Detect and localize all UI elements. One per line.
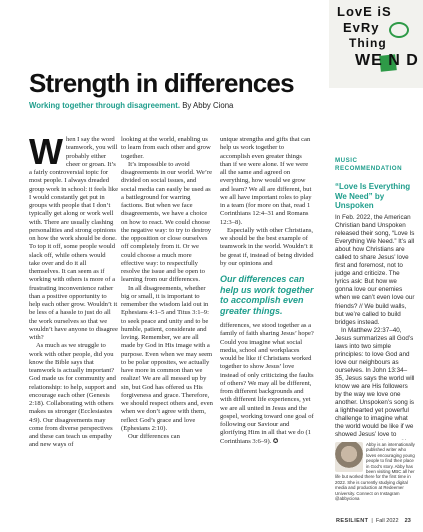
pull-quote: Our differences can help us work together to accomplish even greater things.: [220, 274, 314, 316]
sidebar-paragraph: In Matthew 22:37–40, Jesus summarizes all God’s laws into two simple principles: to love God and love our neighbours as ourselves. In John 13:34–35, Jesus says the world will know we are His followers by the way we love one another. Unspoken’s song is a lighthearted yet powerful challenge to imagine what the world would be like if we showed Jesus’ love to: [335, 326, 415, 439]
album-line-1: LovE iS: [337, 4, 392, 19]
article-paragraph: As much as we struggle to work with other people, did you know the Bible says that teamwork is actually important? God made us for community and relationship: to help, support and encourage each other (Genesis 2:18). Collaborating with others makes us stronger (Ecclesiastes 4:9). Our disagreements may come from diverse perspectives and these can teach us empathy and new ways of: [29, 342, 116, 449]
album-line-3: Thing: [349, 36, 387, 50]
drop-cap: W: [29, 136, 63, 172]
album-swirl-decoration: [389, 22, 409, 38]
album-art: [329, 0, 423, 88]
article-subtitle: [29, 101, 233, 110]
article-paragraph: It’s impossible to avoid disagreements in our world. We’re divided on social issues, and social media can easily be used as a battleground for warring factions. But when we face disagreements, we have a choice on how to react. We could choose the negative way: to try to destroy the opposition or close ourselves off completely from it. Or we could choose a much more effective way: to respectfully resolve the issue and be open to learning from our differences.: [121, 160, 213, 284]
article-paragraph: In all disagreements, whether big or small, it is important to remember the wisdom laid out in Ephesians 4:1–5 and Titus 3:1–9: to seek peace and unity and to be humble, patient, considerate and loving. Remember, we are all made by God in His image with a purpose. Even when we may seem to be polar opposites, we actually have more in common than we realize! We are all messed up by sin, but God has offered us His forgiveness and grace. Therefore, we should respect others and, even when we don’t agree with them, reflect God’s grace and love (Ephesians 2:10).: [121, 284, 213, 432]
page-number: 23: [404, 518, 411, 524]
article-column-2: [121, 136, 213, 516]
article-paragraph: Especially with other Christians, we should be the best example of teamwork in the world. Wouldn’t it be great if, instead of being divided by our opinions and: [220, 226, 314, 267]
album-line-2: EvRy: [343, 20, 380, 35]
album-line-4: WE N D: [355, 52, 419, 69]
sidebar-title: “Love Is Everything We Need” by Unspoken: [335, 182, 411, 210]
article-column-1: [29, 136, 118, 516]
sidebar-paragraph: In Feb. 2022, the American Christian band Unspoken released their song, “Love Is Everything We Need.” It’s all about how Christians are called to share Jesus’ love first and foremost, not to judge and criticize. The lyrics ask: But how we gonna love our enemies when we can’t even love our friends? // We build walls, but we’re called to build bridges instead.: [335, 214, 415, 326]
author-avatar: [335, 442, 363, 472]
article-paragraph: differences, we stood together as a family of faith sharing Jesus’ hope? Could you imagine what social media, school and workplaces would be like if Christians worked together to show Jesus’ love instead of only criticizing the faults of others? We may all be different, from different backgrounds and with different life experiences, yet we are all united in Jesus and the gospel, working toward one goal of following our Saviour and glorifying Him in all that we do (1 Corinthians 3:6–9). ✪: [220, 322, 314, 445]
article-title: Strength in differences: [29, 68, 294, 98]
author-bio: [335, 442, 415, 514]
article-paragraph: unique strengths and gifts that can help us work together to accomplish even greater things than if we were alone. If we were all the same and agreed on everything, how would we grow and learn? We all are different, but we all have important roles to play in a team (for more on that, read 1 Corinthians 12:4–31 and Romans 12:3–8).: [220, 136, 312, 226]
article-paragraph: [29, 136, 118, 342]
sidebar-label: MUSIC RECOMMENDATION: [335, 157, 403, 172]
sidebar-body: [335, 214, 415, 440]
author-bio-text: Abby is an internationally published writer who loves encouraging young people to find their place in God’s story. Abby has been visiting MBC all her life but worked there for the first time in 2022. She is currently studying digital media and production at Redeemer University. Connect on Instagram @abbyciona: [335, 442, 415, 502]
byline: By Abby Ciona: [182, 101, 234, 110]
article-paragraph: looking at the world, enabling us to learn from each other and grow together.: [121, 136, 211, 160]
article-column-3: [220, 136, 314, 516]
subtitle-text: Working together through disagreement.: [29, 101, 181, 110]
issue-label: Fall 2022: [375, 518, 399, 524]
magazine-name: RESILIENT: [336, 518, 369, 524]
paragraph-text: hen I say the word teamwork, you will probably either cheer or groan. It’s a fairly controversial topic for most people. I always dreaded group work in school: it feels like I would constantly get put in groups with people that I don’t typically get along or work well with. There are usually clashing personalities and strong opinions on how the work should be done. To top it off, some people would slack off, while others would take over and do it all themselves. It can seem as if working with others is more of a frustrating inconvenience rather than a positive opportunity to help each other grow. Wouldn’t it be less of a hassle to just do all the work ourselves so that we wouldn’t have anyone to disagree with?: [29, 136, 118, 341]
article-paragraph: Our differences can: [128, 433, 180, 440]
page-footer: RESILIENT | Fall 2022 23: [336, 518, 411, 524]
